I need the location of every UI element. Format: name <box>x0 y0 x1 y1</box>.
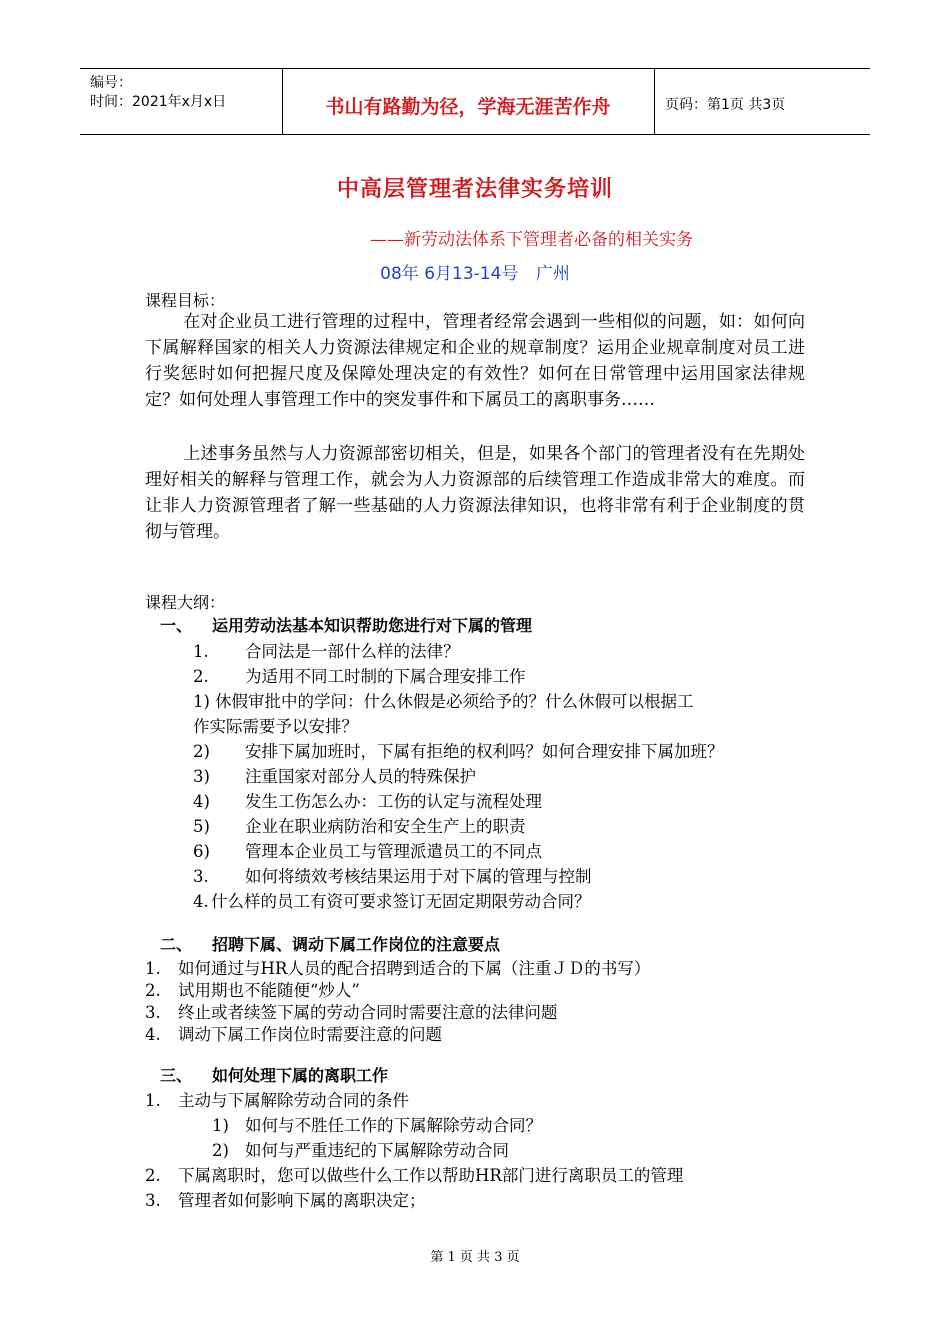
list-item: 1. 合同法是一部什么样的法律？ <box>193 642 460 661</box>
header-motto: 书山有路勤为径，学海无涯苦作舟 <box>325 96 611 118</box>
list-item: 2. 下属离职时，您可以做些什么工作以帮助HR部门进行离职员工的管理 <box>145 1166 684 1185</box>
goal-paragraph-2-text: 上述事务虽然与人力资源部密切相关，但是，如果各个部门的管理者没有在先期处理好相关的解释与管理工作，就会为人力资源部的后续管理工作造成非常大的难度。而让非人力资源管理者了解一些基础的人力资源法律知识，也将非常有利于企业制度的贯彻与管理。 <box>145 444 805 542</box>
goal-paragraph-1-text: 在对企业员工进行管理的过程中，管理者经常会遇到一些相似的问题，如：如何向下属解释国家的相关人力资源法律规定和企业的规章制度？运用企业规章制度对员工进行奖惩时如何把握尺度及保障处理决定的有效性？如何在日常管理中运用国家法律规定？如何处理人事管理工作中的突发事件和下属员工的离职事务…… <box>145 312 805 410</box>
list-item: 2. 试用期也不能随便“炒人” <box>145 981 360 1000</box>
outline-section-2-heading <box>160 932 500 955</box>
section-number: 一、 <box>160 616 193 635</box>
list-item: 1) 如何与不胜任工作的下属解除劳动合同？ <box>212 1116 542 1135</box>
dateline-date: 08年 6月13-14号 <box>380 264 519 284</box>
section-title: 运用劳动法基本知识帮助您进行对下属的管理 <box>212 616 533 635</box>
page-footer: 第 1 页 共 3 页 <box>430 1250 520 1265</box>
header-top-rule <box>80 68 870 69</box>
list-item: 4) 发生工伤怎么办：工伤的认定与流程处理 <box>193 792 542 811</box>
list-item: 作实际需要予以安排？ <box>193 717 358 736</box>
goal-paragraph-1 <box>145 309 805 413</box>
outline-section-3-heading <box>160 1063 388 1086</box>
header-bottom-rule <box>80 134 870 135</box>
list-item: 3. 终止或者续签下属的劳动合同时需要注意的法律问题 <box>145 1003 558 1022</box>
header-page-number: 页码：第1页 共3页 <box>665 97 786 113</box>
section-title: 如何处理下属的离职工作 <box>212 1066 389 1085</box>
outline-section-1-heading <box>160 613 532 636</box>
list-item: 4. 什么样的员工有资可要求签订无固定期限劳动合同？ <box>193 892 591 911</box>
list-item: 2) 安排下属加班时，下属有拒绝的权利吗？如何合理安排下属加班？ <box>193 742 724 761</box>
dateline-place: 广州 <box>535 264 570 284</box>
list-item: 1. 主动与下属解除劳动合同的条件 <box>145 1091 409 1110</box>
list-item: 2) 如何与严重违纪的下属解除劳动合同 <box>212 1141 509 1160</box>
document-title: 中高层管理者法律实务培训 <box>336 177 613 202</box>
list-item: 6) 管理本企业员工与管理派遣员工的不同点 <box>193 842 542 861</box>
list-item: 5) 企业在职业病防治和安全生产上的职责 <box>193 817 526 836</box>
list-item: 1. 如何通过与HR人员的配合招聘到适合的下属（注重ＪＤ的书写） <box>145 959 651 978</box>
outline-label: 课程大纲： <box>145 593 226 612</box>
section-number: 二、 <box>160 935 193 954</box>
dateline <box>0 259 950 284</box>
goal-label: 课程目标： <box>145 291 226 310</box>
list-item: 3. 如何将绩效考核结果运用于对下属的管理与控制 <box>193 867 592 886</box>
list-item: 4. 调动下属工作岗位时需要注意的问题 <box>145 1025 442 1044</box>
document-subtitle: ——新劳动法体系下管理者必备的相关实务 <box>370 230 693 250</box>
goal-paragraph-2 <box>145 441 805 545</box>
header-time: 时间：2021年x月x日 <box>90 94 227 110</box>
list-item: 3) 注重国家对部分人员的特殊保护 <box>193 767 476 786</box>
header-divider-2 <box>654 68 655 134</box>
header-serial: 编号： <box>90 75 132 91</box>
list-item: 1) 休假审批中的学问：什么休假是必须给予的？什么休假可以根据工 <box>193 692 694 711</box>
list-item: 2. 为适用不同工时制的下属合理安排工作 <box>193 667 526 686</box>
list-item: 3. 管理者如何影响下属的离职决定； <box>145 1191 426 1210</box>
section-title: 招聘下属、调动下属工作岗位的注意要点 <box>212 935 501 954</box>
section-number: 三、 <box>160 1066 193 1085</box>
